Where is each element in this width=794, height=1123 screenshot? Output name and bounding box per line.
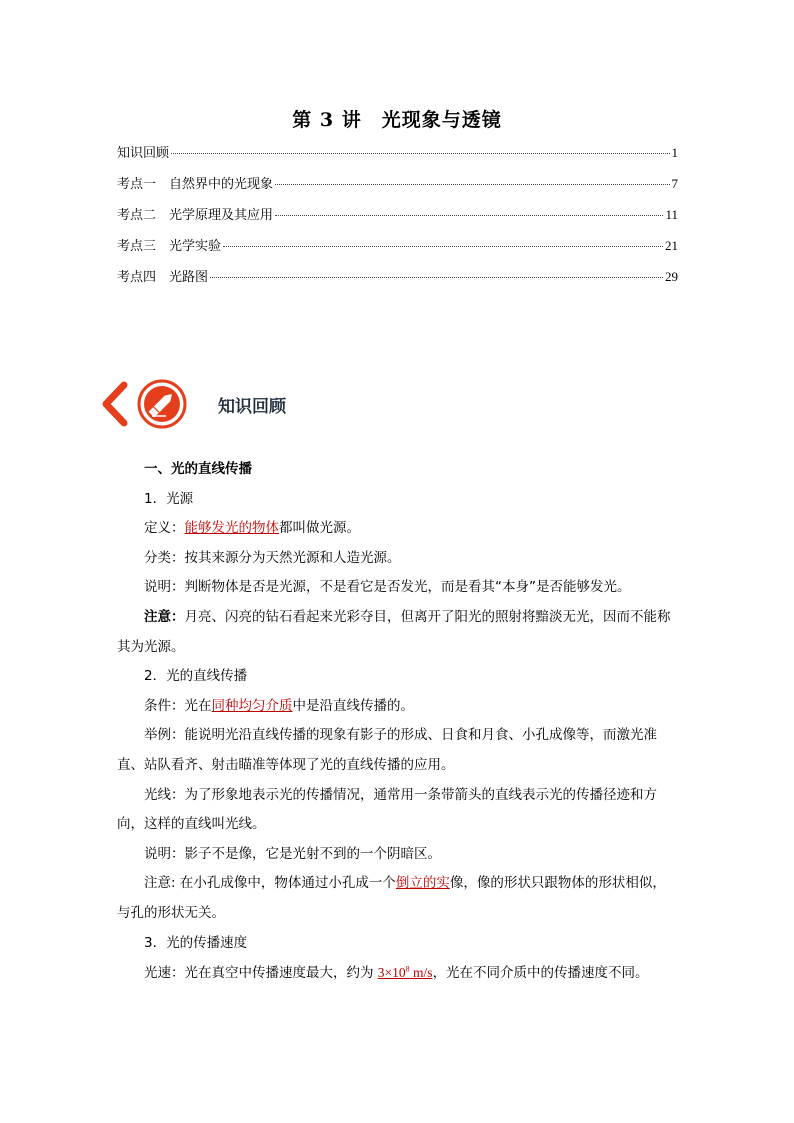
speed-unit: m/s: [409, 965, 433, 981]
highlighted-answer: 倒立的实: [395, 875, 450, 892]
toc-leader-dots: [223, 246, 663, 247]
section-header: [100, 378, 286, 430]
toc-leader-dots: [171, 153, 669, 154]
highlighted-answer: 同种均匀介质: [211, 697, 293, 714]
paragraph-speed: [117, 958, 679, 989]
paragraph-classification: 分类：按其来源分为天然光源和人造光源。: [144, 549, 401, 566]
highlighted-answer: [378, 965, 433, 980]
highlighted-answer: 能够发光的物体: [184, 520, 279, 537]
toc-leader-dots: [275, 215, 663, 216]
text: ，光在不同介质中的传播速度不同。: [432, 965, 649, 982]
subsection-heading: 3．光的传播速度: [144, 934, 248, 951]
table-of-contents: [117, 142, 678, 297]
subsection-heading: 1．光源: [144, 490, 194, 507]
content-body: [117, 455, 679, 989]
toc-leader-dots: [275, 184, 669, 185]
paragraph-explanation: 说明：影子不是像，它是光射不到的一个阴暗区。: [144, 845, 441, 862]
toc-entry-label: 考点二 光学原理及其应用: [117, 208, 274, 223]
speed-exponent: 8: [405, 964, 410, 974]
text: 像，像的形状只跟物体的形状相似，与孔的形状无关。: [117, 875, 666, 921]
toc-entry[interactable]: [117, 235, 678, 266]
speed-base: 3×10: [377, 965, 406, 981]
subsection-heading: 2．光的直线传播: [144, 668, 248, 685]
paragraph-ray: 光线：为了形象地表示光的传播情况，通常用一条带箭头的直线表示光的传播径迹和方向，这样的直线叫光线。: [117, 786, 657, 833]
paragraph-example: 举例：能说明光沿直线传播的现象有影子的形成、日食和月食、小孔成像等，而激光准直、站队看齐、射击瞄准等体现了光的直线传播的应用。: [117, 727, 657, 773]
section-title: 知识回顾: [218, 396, 286, 417]
paragraph-definition: [117, 514, 679, 544]
toc-entry-page: 11: [665, 207, 678, 222]
toc-entry-page: 29: [665, 269, 678, 284]
text: 中是沿直线传播的。: [292, 697, 414, 714]
text: 条件：光在: [144, 697, 212, 714]
chevron-left-icon: [100, 381, 130, 427]
pencil-icon: [136, 378, 188, 430]
toc-leader-dots: [210, 277, 663, 278]
toc-entry-label: 考点三 光学实验: [117, 239, 222, 254]
text: 注意: 在小孔成像中，物体通过小孔成一个: [144, 875, 396, 892]
content-heading: 一、光的直线传播: [144, 461, 252, 477]
toc-entry[interactable]: [117, 204, 678, 235]
toc-entry-page: 7: [671, 176, 678, 191]
paragraph-note: [117, 603, 679, 662]
toc-entry[interactable]: [117, 142, 678, 173]
toc-entry-page: 21: [665, 238, 678, 253]
paragraph-note: [117, 869, 679, 928]
paragraph-explanation: 说明：判断物体是否是光源，不是看它是否发光，而是看其“本身”是否能够发光。: [144, 579, 631, 596]
text: 光速：光在真空中传播速度最大，约为: [144, 965, 378, 982]
page-title: 第 3 讲 光现象与透镜: [292, 109, 502, 131]
note-label: 注意：: [144, 608, 185, 625]
toc-entry-page: 1: [671, 145, 678, 160]
toc-entry-label: 知识回顾: [117, 146, 170, 161]
text: 定义：: [144, 520, 185, 537]
text: 月亮、闪亮的钻石看起来光彩夺目，但离开了阳光的照射将黯淡无光，因而不能称其为光源。: [117, 608, 671, 655]
toc-entry-label: 考点一 自然界中的光现象: [117, 177, 274, 192]
text: 都叫做光源。: [279, 520, 360, 537]
toc-entry[interactable]: [117, 266, 678, 297]
toc-entry[interactable]: [117, 173, 678, 204]
paragraph-condition: [117, 692, 679, 722]
toc-entry-label: 考点四 光路图: [117, 270, 209, 285]
